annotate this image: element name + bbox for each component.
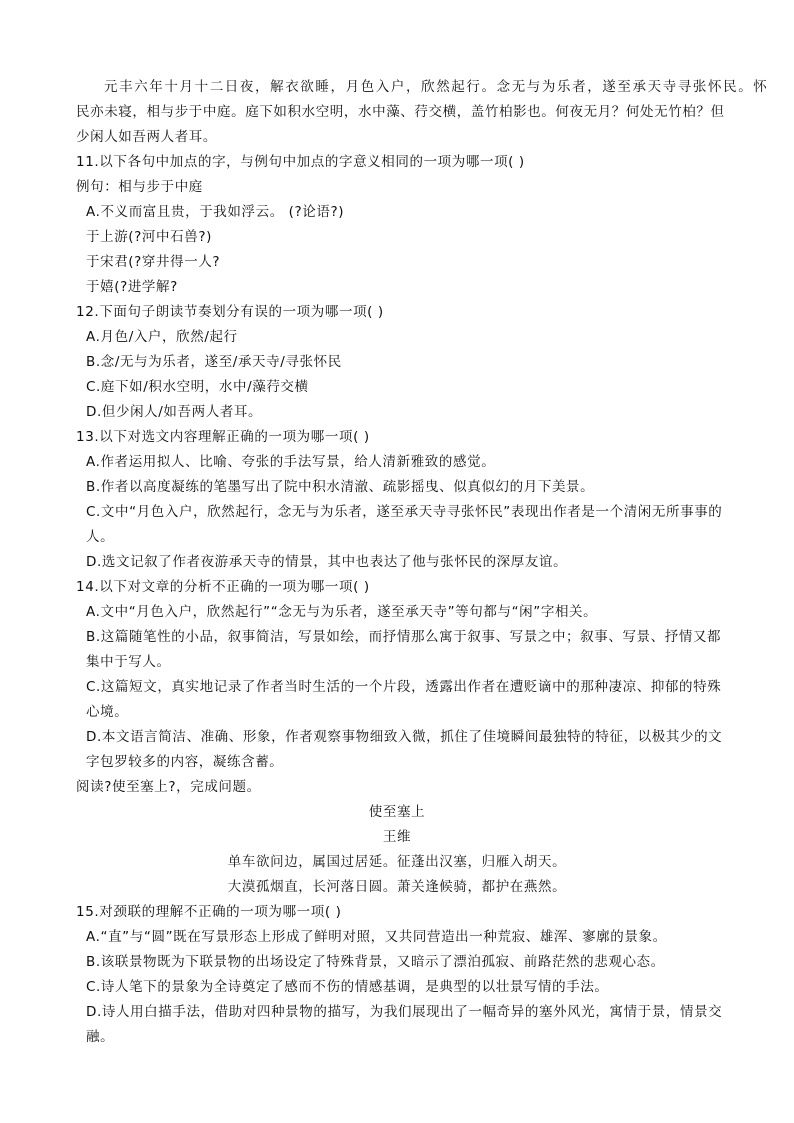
question-12-option: D.但少闲人/如吾两人者耳。 [86, 404, 263, 420]
question-13-option-continued: 人。 [86, 529, 115, 545]
reading-prompt: 阅读?使至塞上?，完成问题。 [76, 779, 261, 795]
question-15-option-continued: 融。 [86, 1029, 115, 1045]
poem-title: 使至塞上 [368, 804, 426, 820]
question-15-option: C.诗人笔下的景象为全诗奠定了感而不伤的情感基调，是典型的以壮景写情的手法。 [86, 979, 609, 995]
question-11-option: 于上游(?河中石兽?) [86, 229, 212, 245]
question-13-option: B.作者以高度凝练的笔墨写出了院中积水清澈、疏影摇曳、似真似幻的月下美景。 [86, 479, 595, 495]
passage-line: 少闲人如吾两人者耳。 [76, 129, 217, 145]
question-11-example: 例句：相与步于中庭 [76, 179, 203, 195]
question-15-option: B.该联景物既为下联景物的出场设定了特殊背景，又暗示了漂泊孤寂、前路茫然的悲观心态。 [86, 954, 665, 970]
question-12-stem: 12.下面句子朗读节奏划分有误的一项为哪一项( ) [76, 304, 384, 320]
question-11-option: A.不义而富且贵，于我如浮云。 (?论语?) [86, 204, 345, 220]
question-14-option: D.本文语言简洁、准确、形象，作者观察事物细致入微，抓住了佳境瞬间最独特的特征，以极其少的文 [86, 729, 723, 745]
question-12-option: A.月色/入户，欣然/起行 [86, 329, 238, 345]
question-11-option: 于宋君(?穿井得一人? [86, 254, 221, 270]
question-11-stem: 11.以下各句中加点的字，与例句中加点的字意义相同的一项为哪一项( ) [76, 154, 525, 170]
poem-author: 王维 [382, 829, 412, 845]
question-13-stem: 13.以下对选文内容理解正确的一项为哪一项( ) [76, 429, 370, 445]
question-14-option: A.文中“月色入户，欣然起行”“念无与为乐者，遂至承天寺”等句都与“闲”字相关。 [86, 604, 598, 620]
question-12-option: C.庭下如/积水空明，水中/藻荇交横 [86, 379, 309, 395]
question-15-option: D.诗人用白描手法，借助对四种景物的描写，为我们展现出了一幅奇异的塞外风光，寓情于景，情景交 [86, 1004, 723, 1020]
question-14-option-continued: 集中于写人。 [86, 654, 171, 670]
passage-line: 民亦未寝，相与步于中庭。庭下如积水空明，水中藻、荇交横，盖竹柏影也。何夜无月？何处无竹柏？但 [76, 104, 725, 120]
question-11-option: 于嬉(?进学解? [86, 279, 178, 295]
poem-line: 大漠孤烟直，长河落日圆。萧关逢候骑，都护在燕然。 [227, 879, 567, 895]
question-14-option: C.这篇短文，真实地记录了作者当时生活的一个片段，透露出作者在遭贬谪中的那种凄凉、抑郁的特殊 [86, 679, 722, 695]
question-14-stem: 14.以下对文章的分析不正确的一项为哪一项( ) [76, 579, 370, 595]
passage-line: 元丰六年十月十二日夜，解衣欲睡，月色入户，欣然起行。念无与为乐者，遂至承天寺寻张怀民。怀 [104, 79, 769, 95]
question-13-option: A.作者运用拟人、比喻、夸张的手法写景，给人清新雅致的感觉。 [86, 454, 496, 470]
question-15-stem: 15.对颈联的理解不正确的一项为哪一项( ) [76, 904, 342, 920]
question-15-option: A.“直”与“圆”既在写景形态上形成了鲜明对照，又共同营造出一种荒寂、雄浑、寥廓的景象。 [86, 929, 667, 945]
poem-line: 单车欲问边，属国过居延。征蓬出汉塞，归雁入胡天。 [227, 854, 567, 870]
question-13-option: C.文中“月色入户，欣然起行，念无与为乐者，遂至承天寺寻张怀民”表现出作者是一个清闲无所事事的 [86, 504, 723, 520]
question-12-option: B.念/无与为乐者，遂至/承天寺/寻张怀民 [86, 354, 342, 370]
question-13-option: D.选文记叙了作者夜游承天寺的情景，其中也表达了他与张怀民的深厚友谊。 [86, 554, 568, 570]
question-14-option-continued: 心境。 [86, 704, 129, 720]
question-14-option: B.这篇随笔性的小品，叙事简洁，写景如绘，而抒情那么寓于叙事、写景之中；叙事、写景、抒情又都 [86, 629, 722, 645]
question-14-option-continued: 字包罗较多的内容，凝练含蓄。 [86, 754, 284, 770]
